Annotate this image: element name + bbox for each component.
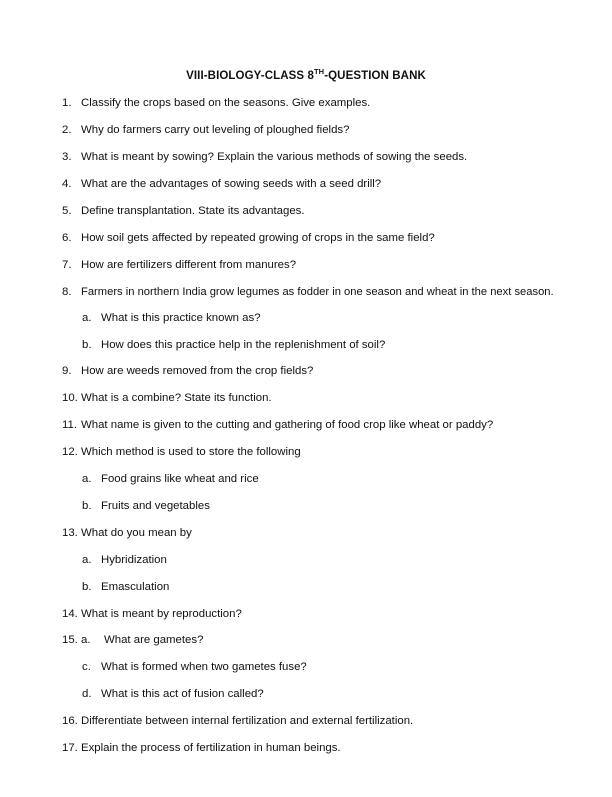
page-title: VIII-BIOLOGY-CLASS 8TH-QUESTION BANK: [186, 67, 426, 82]
